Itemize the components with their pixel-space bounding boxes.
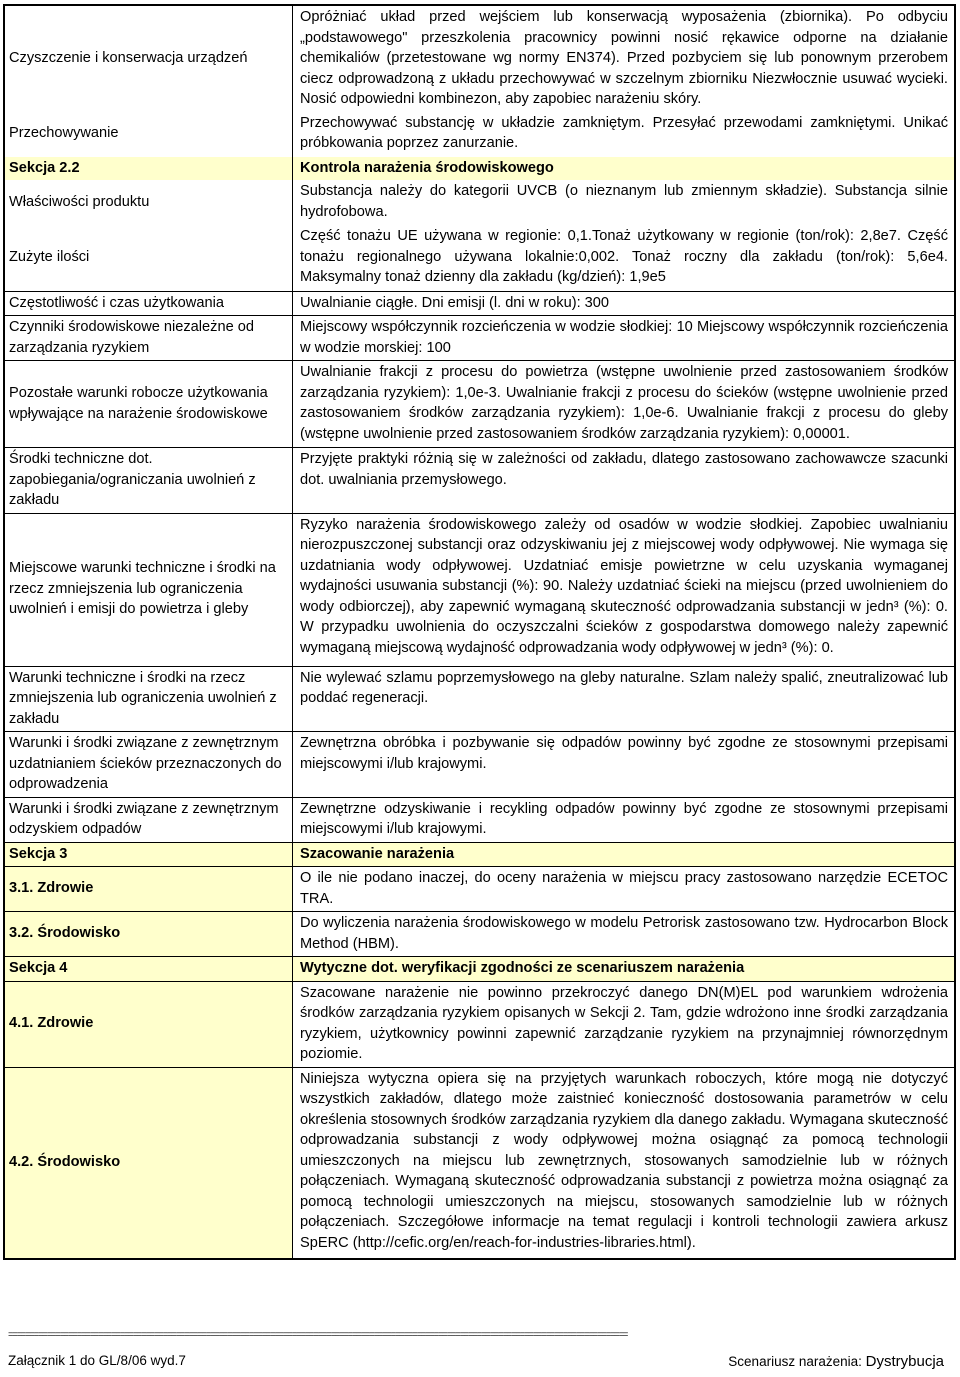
row-content: Opróżniać układ przed wejściem lub konserwacją wyposażenia (zbiornika). Po odbyciu „podstawowego" przeszkolenia pracownicy powinni nosić rękawice odporne na działanie chemikaliów (przetestowane wg normy EN374). Przed pozbyciem się lub ponownym przerobem ciecz odprowadzoną z układu przechowywać w szczelnym zbiorniku Niezwłocznie usuwać wycieki. Nosić odpowiedni kombinezon, aby zapobiec narażeniu skóry. xyxy=(300,9,948,107)
row-label: Warunki i środki związane z zewnętrznym uzdatnianiem ścieków przeznaczonych do odprowadzenia xyxy=(4,732,293,798)
row-content: Przyjęte praktyki różnią się w zależności od zakładu, dlatego zastosowano zachowawcze szacunki dot. uwalniania przemysłowego. xyxy=(293,448,956,514)
row-content: Zewnętrzne odzyskiwanie i recykling odpadów powinny być zgodne ze stosownymi przepisami miejscowymi i/lub krajowymi. xyxy=(293,797,956,842)
section-title: Szacowanie narażenia xyxy=(293,842,956,867)
subsection-label: 4.1. Zdrowie xyxy=(4,981,293,1067)
row-content: Część tonażu UE używana w regionie: 0,1.Tonaż użytkowany w regionie (ton/rok): 2,8e7. Część tonażu regionalnego używana lokalnie:0,002. Tonaż roczny dla zakładu (ton/rok): 5,6e4. Maksymalny tonaż dzienny dla zakładu (kg/dzień): 1,9e5 xyxy=(300,228,948,285)
row-content: Uwalnianie ciągłe. Dni emisji (l. dni w roku): 300 xyxy=(293,291,956,316)
row-content: Substancja należy do kategorii UVCB (o nieznanym lub zmiennym składzie). Substancja silnie hydrofobowa. xyxy=(300,183,948,220)
subsection-label: 3.1. Zdrowie xyxy=(4,867,293,912)
row-content: Do wyliczenia narażenia środowiskowego w modelu Petrorisk zastosowano tzw. Hydrocarbon Block Method (HBM). xyxy=(293,912,956,957)
row-content: O ile nie podano inaczej, do oceny narażenia w miejscu pracy zastosowano narzędzie ECETOC TRA. xyxy=(293,867,956,912)
row-label: Właściwości produktu xyxy=(4,180,293,225)
row-label: Częstotliwość i czas użytkowania xyxy=(4,291,293,316)
row-label: Czyszczenie i konserwacja urządzeń xyxy=(4,5,293,112)
row-label: Czynniki środowiskowe niezależne od zarządzania ryzykiem xyxy=(4,316,293,361)
row-label: Pozostałe warunki robocze użytkowania wpływające na narażenie środowiskowe xyxy=(4,361,293,448)
subsection-label: 4.2. Środowisko xyxy=(4,1067,293,1259)
row-label: Środki techniczne dot. zapobiegania/ograniczania uwolnień z zakładu xyxy=(4,448,293,514)
row-content: Uwalnianie frakcji z procesu do powietrza (wstępne uwolnienie przed zastosowaniem środków zarządzania ryzykiem): 1,0e-3. Uwalnianie frakcji z procesu do ścieków (wstępne uwolnienie przed zastosowaniem środków zarządzania ryzykiem): 1,0e-6. Uwalnianie frakcji z procesu do gleby (wstępne uwolnienie przed zastosowaniem środków zarządzania ryzykiem): 0,00001. xyxy=(293,361,956,448)
footer-scenario xyxy=(728,1353,944,1370)
row-content: Zewnętrzna obróbka i pozbywanie się odpadów powinny być zgodne ze stosownymi przepisami miejscowymi i/lub krajowymi. xyxy=(293,732,956,798)
row-label: Warunki techniczne i środki na rzecz zmniejszenia lub ograniczenia uwolnień z zakładu xyxy=(4,666,293,732)
subsection-label: 3.2. Środowisko xyxy=(4,912,293,957)
row-label: Miejscowe warunki techniczne i środki na rzecz zmniejszenia lub ograniczenia uwolnień i emisji do powietrza i gleby xyxy=(4,513,293,666)
row-label: Przechowywanie xyxy=(4,112,293,157)
row-content: Szacowane narażenie nie powinno przekroczyć danego DN(M)EL pod warunkiem wdrożenia środków zarządzania ryzykiem opisanych w Sekcji 2. Tam, gdzie wdrożono inne środki zarządzania ryzykiem, użytkownicy powinni zapewnić zarządzanie ryzykiem na przynajmniej równorzędnym poziomie. xyxy=(293,981,956,1067)
row-content: Przechowywać substancję w układzie zamkniętym. Przesyłać przewodami zamkniętymi. Unikać próbkowania poprzez zanurzanie. xyxy=(300,114,948,151)
footer-scenario-label: Scenariusz narażenia: xyxy=(728,1354,862,1369)
row-label: Zużyte ilości xyxy=(4,225,293,291)
footer-separator: ================================================================================================================================================ xyxy=(8,1330,628,1340)
section-label: Sekcja 4 xyxy=(4,957,293,982)
row-label: Warunki i środki związane z zewnętrznym odzyskiem odpadów xyxy=(4,797,293,842)
section-title: Wytyczne dot. weryfikacji zgodności ze scenariuszem narażenia xyxy=(293,957,956,982)
row-content: Miejscowy współczynnik rozcieńczenia w wodzie słodkiej: 10 Miejscowy współczynnik rozcieńczenia w wodzie morskiej: 100 xyxy=(293,316,956,361)
section-title: Kontrola narażenia środowiskowego xyxy=(293,157,956,181)
footer-annex: Załącznik 1 do GL/8/06 wyd.7 xyxy=(8,1353,186,1368)
row-content: Nie wylewać szlamu poprzemysłowego na gleby naturalne. Szlam należy spalić, zneutralizować lub poddać regeneracji. xyxy=(293,666,956,732)
section-label: Sekcja 3 xyxy=(4,842,293,867)
footer-scenario-value: Dystrybucja xyxy=(865,1353,944,1370)
row-content: Ryzyko narażenia środowiskowego zależy od osadów w wodzie słodkiej. Zapobiec uwalnianiu nierozpuszczonej substancji oraz odzyskiwaniu jej z miejscowej wody odpływowej. Nie wymaga się uzdatniania wody odpływowej. Uzdatniać emisje powietrzne w celu uzyskania wymaganej wydajności usuwania substancji (%): 90. Należy uzdatniać ścieki na miejscu (przed uwolnieniem do wody odbiorczej), aby zapewnić wymaganą skuteczność odprowadzania substancji w jedn³ (%): 0. W przypadku uwolnienia do oczyszczalni ścieków z gospodarstwa domowego należy zapewnić wymaganą miejscową wydajność odprowadzania wody odpływowej w jedn³ (%): 0. xyxy=(293,513,956,666)
section-label: Sekcja 2.2 xyxy=(4,157,293,181)
document-table xyxy=(3,4,956,1260)
row-content: Niniejsza wytyczna opiera się na przyjętych warunkach roboczych, które mogą nie dotyczyć wszystkich zakładów, dlatego może zaistnieć konieczność dostosowania parametrów w celu określenia stosownych środków zarządzania ryzykiem dla danego zakładu. Wymagana skuteczność odprowadzania substancji z wody odpływowej można osiągnąć za pomocą technologii umieszczonych na miejscu lub zewnętrznych, stosowanych samodzielnie lub w różnych połączeniach. Wymaganą skuteczność odprowadzania substancji z powietrza można osiągnąć za pomocą technologii umieszczonych na miejscu, stosowanych samodzielnie lub w różnych połączeniach. Szczegółowe informacje na temat regulacji i kontroli technologii zawiera arkusz SpERC (http://cefic.org/en/reach-for-industries-libraries.html). xyxy=(293,1067,956,1259)
